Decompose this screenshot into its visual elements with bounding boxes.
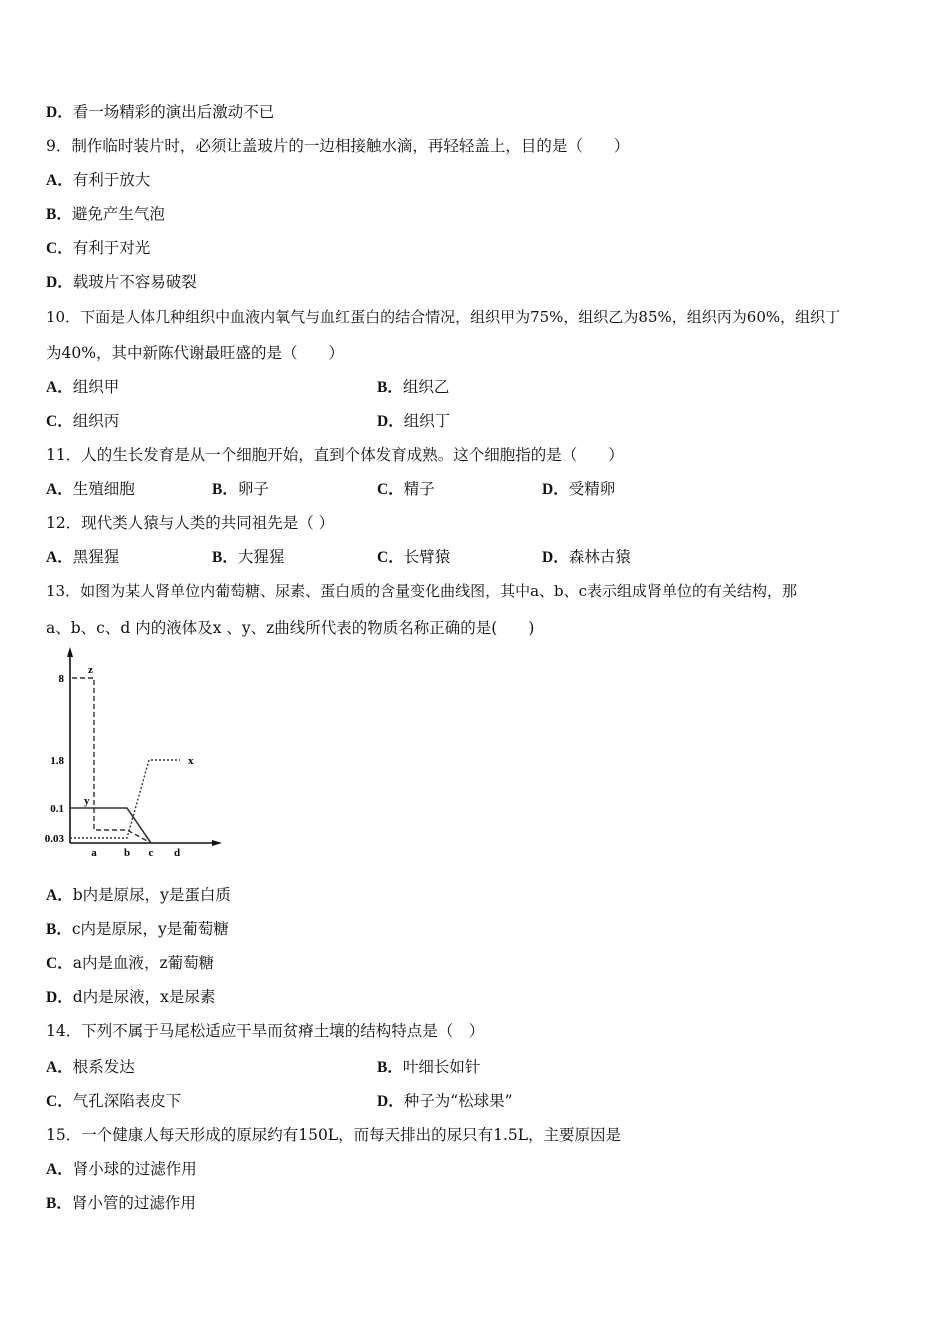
y-tick-label: 8: [58, 673, 64, 685]
option-letter: A．: [46, 887, 73, 904]
y-axis-arrow: [67, 647, 73, 657]
q12-option-c: [377, 547, 450, 568]
option-letter: B．: [46, 206, 72, 223]
q11-option-b: [212, 479, 269, 500]
q12-option-d: [542, 547, 631, 568]
q15-stem: 15．一个健康人每天形成的原尿约有150L，而每天排出的尿只有1.5L，主要原因是: [46, 1126, 622, 1144]
option-letter: B．: [46, 1195, 72, 1212]
option-text: 组织乙: [402, 378, 450, 396]
q9-option-c: [46, 238, 150, 259]
option-letter: B．: [212, 549, 238, 566]
q9-option-d: [46, 272, 197, 293]
option-letter: B．: [377, 1059, 403, 1076]
option-letter: A．: [46, 1161, 73, 1178]
q13-option-c: [46, 953, 214, 974]
option-text: d内是尿液，x是尿素: [72, 988, 216, 1006]
series-label-z: z: [88, 664, 93, 676]
kidney-content-chart: [40, 645, 230, 860]
q12-stem: 12．现代类人猿与人类的共同祖先是（ ）: [46, 514, 335, 532]
option-text: 组织丙: [72, 412, 120, 430]
option-letter: D．: [46, 104, 73, 121]
option-text: 根系发达: [72, 1058, 135, 1076]
q10-option-b: [377, 377, 449, 398]
option-letter: D．: [46, 274, 73, 291]
option-text: 气孔深陷表皮下: [72, 1092, 182, 1110]
option-letter: C．: [377, 549, 404, 566]
option-letter: D．: [377, 1093, 404, 1110]
q11-option-a: [46, 479, 135, 500]
option-letter: C．: [46, 413, 73, 430]
option-text: 受精卵: [568, 480, 616, 498]
q10-option-d: [377, 411, 450, 432]
x-axis-arrow: [212, 840, 222, 846]
option-text: b内是原尿，y是蛋白质: [72, 886, 231, 904]
series-line-z: [72, 678, 151, 843]
series-label-y: y: [84, 795, 90, 807]
option-text: 卵子: [237, 480, 269, 498]
q8-option-d: [46, 102, 274, 123]
q14-option-d: [377, 1091, 513, 1112]
option-text: 组织丁: [403, 412, 451, 430]
q15-option-b: [46, 1193, 196, 1214]
q14-option-b: [377, 1057, 480, 1078]
option-text: 有利于对光: [72, 239, 151, 257]
option-text: a内是血液，z葡萄糖: [72, 954, 215, 972]
option-text: 森林古猿: [568, 548, 631, 566]
option-text: 组织甲: [72, 378, 120, 396]
option-text: 黑猩猩: [72, 548, 120, 566]
option-text: 看一场精彩的演出后激动不已: [72, 103, 275, 121]
option-text: 肾小球的过滤作用: [72, 1160, 197, 1178]
q10-stem-line2: 为40%，其中新陈代谢最旺盛的是（ ）: [46, 344, 344, 362]
option-text: 叶细长如针: [402, 1058, 481, 1076]
option-letter: B．: [212, 481, 238, 498]
option-text: 种子为“松球果”: [403, 1092, 513, 1110]
option-letter: C．: [46, 1093, 73, 1110]
y-tick-label: 0.1: [50, 803, 64, 815]
q10-option-a: [46, 377, 119, 398]
q9-option-a: [46, 170, 150, 191]
option-text: 大猩猩: [237, 548, 285, 566]
q14-stem: 14．下列不属于马尾松适应干旱而贫瘠土壤的结构特点是（ ）: [46, 1022, 485, 1040]
option-letter: C．: [46, 955, 73, 972]
option-letter: A．: [46, 549, 73, 566]
q13-option-a: [46, 885, 231, 906]
q9-option-b: [46, 204, 165, 225]
option-letter: A．: [46, 172, 73, 189]
q13-option-b: [46, 919, 229, 940]
option-text: 有利于放大: [72, 171, 151, 189]
option-letter: C．: [377, 481, 404, 498]
q10-stem-line1: 10．下面是人体几种组织中血液内氧气与血红蛋白的结合情况，组织甲为75%，组织乙为85%，组织丙为60%，组织丁: [46, 308, 841, 326]
x-tick-label: c: [148, 847, 154, 859]
option-text: 肾小管的过滤作用: [71, 1194, 196, 1212]
q12-option-b: [212, 547, 284, 568]
option-letter: A．: [46, 481, 73, 498]
option-letter: B．: [377, 379, 403, 396]
option-text: 长臂猿: [403, 548, 451, 566]
option-text: 生殖细胞: [72, 480, 135, 498]
q13-option-d: [46, 987, 215, 1008]
option-text: 载玻片不容易破裂: [72, 273, 197, 291]
y-tick-label: 1.8: [50, 755, 64, 767]
q13-stem-line1: 13．如图为某人肾单位内葡萄糖、尿素、蛋白质的含量变化曲线图，其中a、b、c表示组成肾单位的有关结构，那: [46, 582, 798, 600]
option-text: 精子: [403, 480, 435, 498]
x-tick-label: d: [173, 847, 181, 859]
option-letter: D．: [377, 413, 404, 430]
q11-stem: 11．人的生长发育是从一个细胞开始，直到个体发育成熟。这个细胞指的是（ ）: [46, 446, 624, 464]
option-letter: D．: [542, 549, 569, 566]
q14-option-c: [46, 1091, 181, 1112]
q13-stem-line2: a、b、c、d 内的液体及x 、y、z曲线所代表的物质名称正确的是( ): [46, 619, 535, 637]
option-letter: C．: [46, 240, 73, 257]
q15-option-a: [46, 1159, 197, 1180]
q11-option-c: [377, 479, 435, 500]
option-text: c内是原尿，y是葡萄糖: [71, 920, 229, 938]
q9-stem: 9．制作临时装片时，必须让盖玻片的一边相接触水滴，再轻轻盖上，目的是（ ）: [46, 137, 630, 155]
y-tick-label: 0.03: [44, 833, 64, 845]
option-letter: D．: [46, 989, 73, 1006]
option-text: 避免产生气泡: [71, 205, 165, 223]
q12-option-a: [46, 547, 119, 568]
series-label-x: x: [188, 755, 194, 767]
option-letter: A．: [46, 379, 73, 396]
q11-option-d: [542, 479, 615, 500]
option-letter: B．: [46, 921, 72, 938]
q14-option-a: [46, 1057, 135, 1078]
x-tick-label: b: [123, 847, 131, 859]
option-letter: D．: [542, 481, 569, 498]
option-letter: A．: [46, 1059, 73, 1076]
x-tick-label: a: [91, 847, 97, 859]
q10-option-c: [46, 411, 119, 432]
